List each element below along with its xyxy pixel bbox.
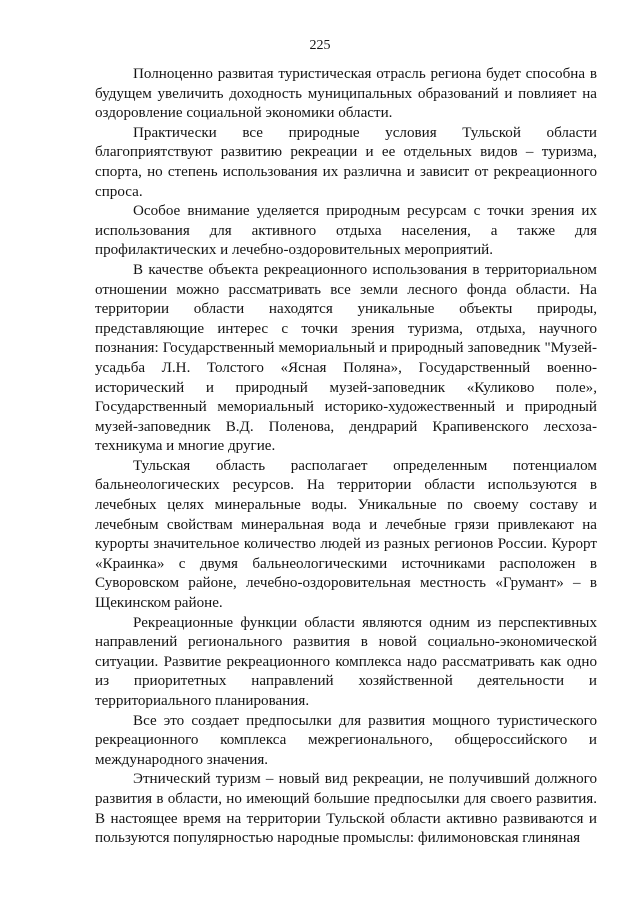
paragraph: В качестве объекта рекреационного использования в территориальном отношении можно рассматривать все земли лесного фонда области. На территории области находятся уникальные объекты природы, представляющие интерес с точки зрения туризма, отдыха, научного познания: Государственный мемориальный и природный заповедник "Музей-усадьба Л.Н. Толстого «Ясная Поляна», Государственный военно-исторический и природный музей-заповедник «Куликово поле», Государственный мемориальный историко-художественный и природный музей-заповедник В.Д. Поленова, дендрарий Крапивенского лесхоза-техникума и многие другие. [95, 261, 597, 455]
page-number: 225 [309, 38, 331, 53]
paragraph: Рекреационные функции области являются одним из перспективных направлений регионального развития в новой социально-экономической ситуации. Развитие рекреационного комплекса надо рассматривать как одно из приоритетных направлений хозяйственной деятельности и территориального планирования. [95, 614, 597, 709]
document-body [95, 65, 597, 849]
paragraph: Особое внимание уделяется природным ресурсам с точки зрения их использования для активного отдыха населения, а также для профилактических и лечебно-оздоровительных мероприятий. [95, 203, 597, 259]
paragraph: Полноценно развитая туристическая отрасль региона будет способна в будущем увеличить доходность муниципальных образований и повлияет на оздоровление социальной экономики области. [95, 66, 597, 122]
paragraph: Этнический туризм – новый вид рекреации, не получивший должного развития в области, но имеющий большие предпосылки для своего развития. В настоящее время на территории Тульской области активно развиваются и пользуются популярностью народные промыслы: филимоновская глиняная [95, 771, 597, 847]
paragraph: Все это создает предпосылки для развития мощного туристического рекреационного комплекса межрегионального, общероссийского и международного значения. [95, 712, 597, 768]
paragraph: Практически все природные условия Тульской области благоприятствуют развитию рекреации и ее отдельных видов – туризма, спорта, но степень использования их различна и зависит от рекреационного спроса. [95, 124, 597, 200]
paragraph: Тульская область располагает определенным потенциалом бальнеологических ресурсов. На территории области используются в лечебных целях минеральные воды. Уникальные по своему составу и лечебным свойствам минеральная вода и лечебные грязи привлекают на курорты значительное количество людей из разных регионов России. Курорт «Краинка» с двумя бальнеологическими источниками расположен в Суворовском районе, лечебно-оздоровительная местность «Грумант» – в Щекинском районе. [95, 457, 597, 612]
